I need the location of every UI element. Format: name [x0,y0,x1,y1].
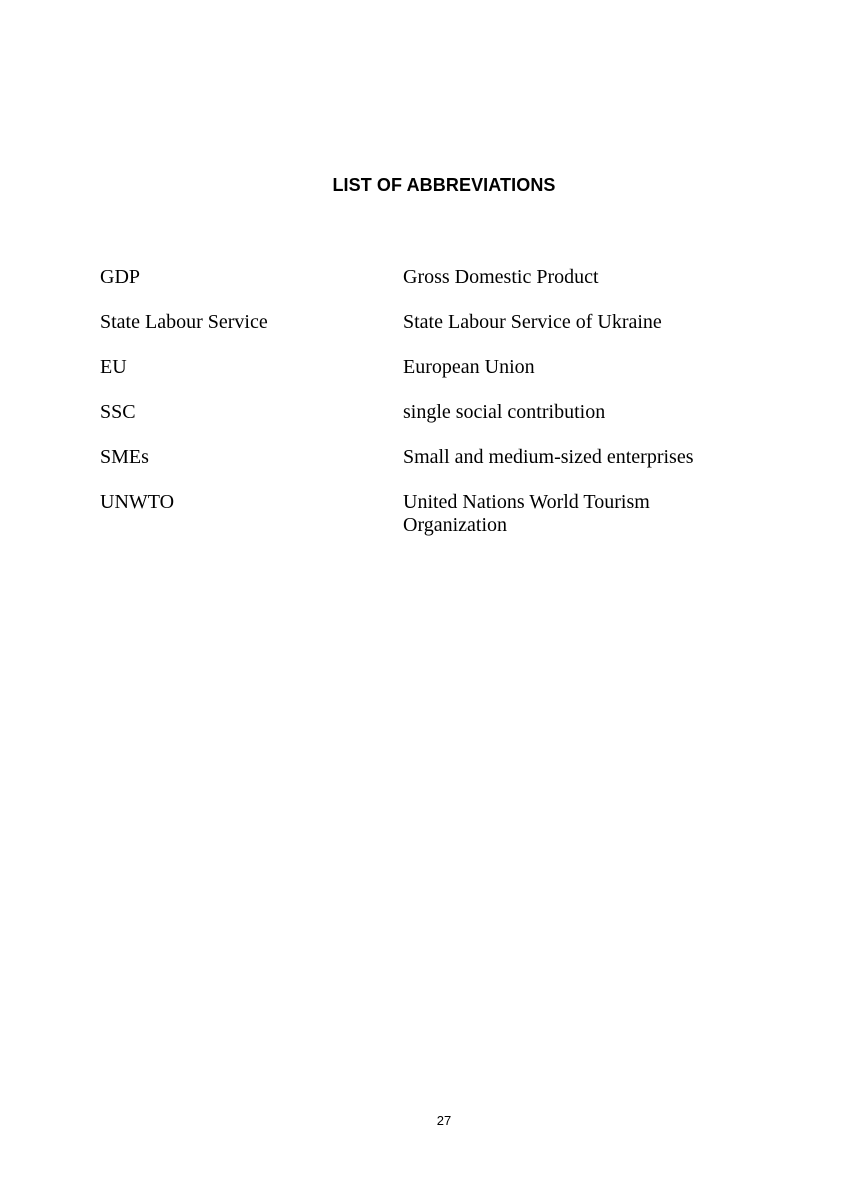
abbreviation-list [100,266,760,559]
abbreviation-definition: Small and medium-sized enterprises [403,446,694,468]
abbreviation-term: SMEs [100,446,149,468]
abbreviation-term: GDP [100,266,141,288]
abbreviation-definition: State Labour Service of Ukraine [403,311,662,333]
abbreviation-row [100,446,760,469]
abbreviation-row [100,401,760,424]
abbreviation-term: UNWTO [100,491,175,513]
abbreviation-definition: Gross Domestic Product [403,266,599,288]
abbreviation-definition: European Union [403,356,535,378]
abbreviation-definition: single social contribution [403,401,606,423]
page-number: 27 [436,1113,452,1128]
abbreviation-row [100,491,760,537]
abbreviation-definition: United Nations World Tourism Organization [403,491,650,536]
page-title: LIST OF ABBREVIATIONS [332,175,556,195]
abbreviation-row [100,266,760,289]
abbreviation-term: State Labour Service [100,311,268,333]
abbreviation-term: EU [100,356,127,378]
abbreviation-row [100,311,760,334]
abbreviation-row [100,356,760,379]
abbreviation-term: SSC [100,401,136,423]
